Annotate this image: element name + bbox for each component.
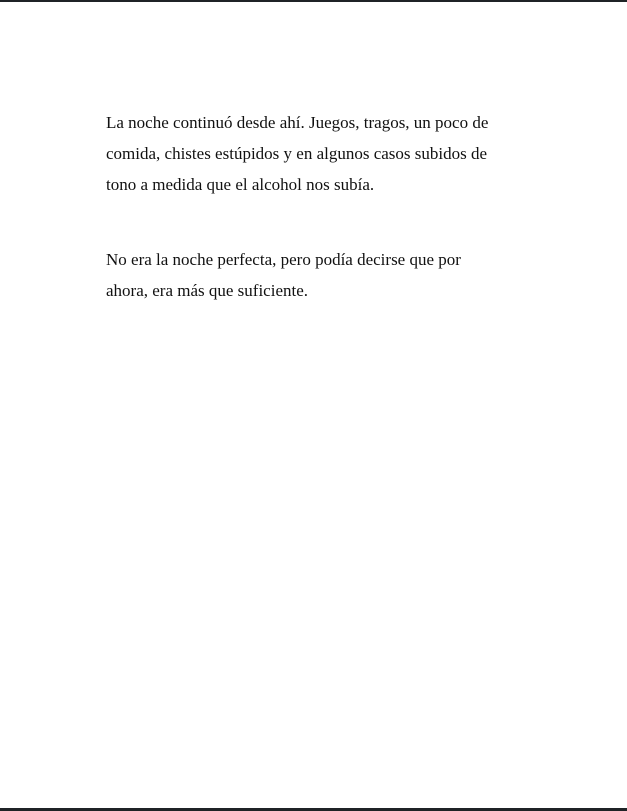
document-text xyxy=(106,107,536,306)
paragraph-1 xyxy=(106,107,536,200)
document-page xyxy=(0,2,627,808)
paragraph-line: ahora, era más que suficiente. xyxy=(106,281,309,300)
paragraph-2 xyxy=(106,244,536,306)
paragraph-line: No era la noche perfecta, pero podía decirse que por xyxy=(106,250,461,269)
paragraph-line: La noche continuó desde ahí. Juegos, tragos, un poco de xyxy=(106,113,489,132)
paragraph-line: comida, chistes estúpidos y en algunos casos subidos de xyxy=(106,144,488,163)
paragraph-line: tono a medida que el alcohol nos subía. xyxy=(106,175,375,194)
